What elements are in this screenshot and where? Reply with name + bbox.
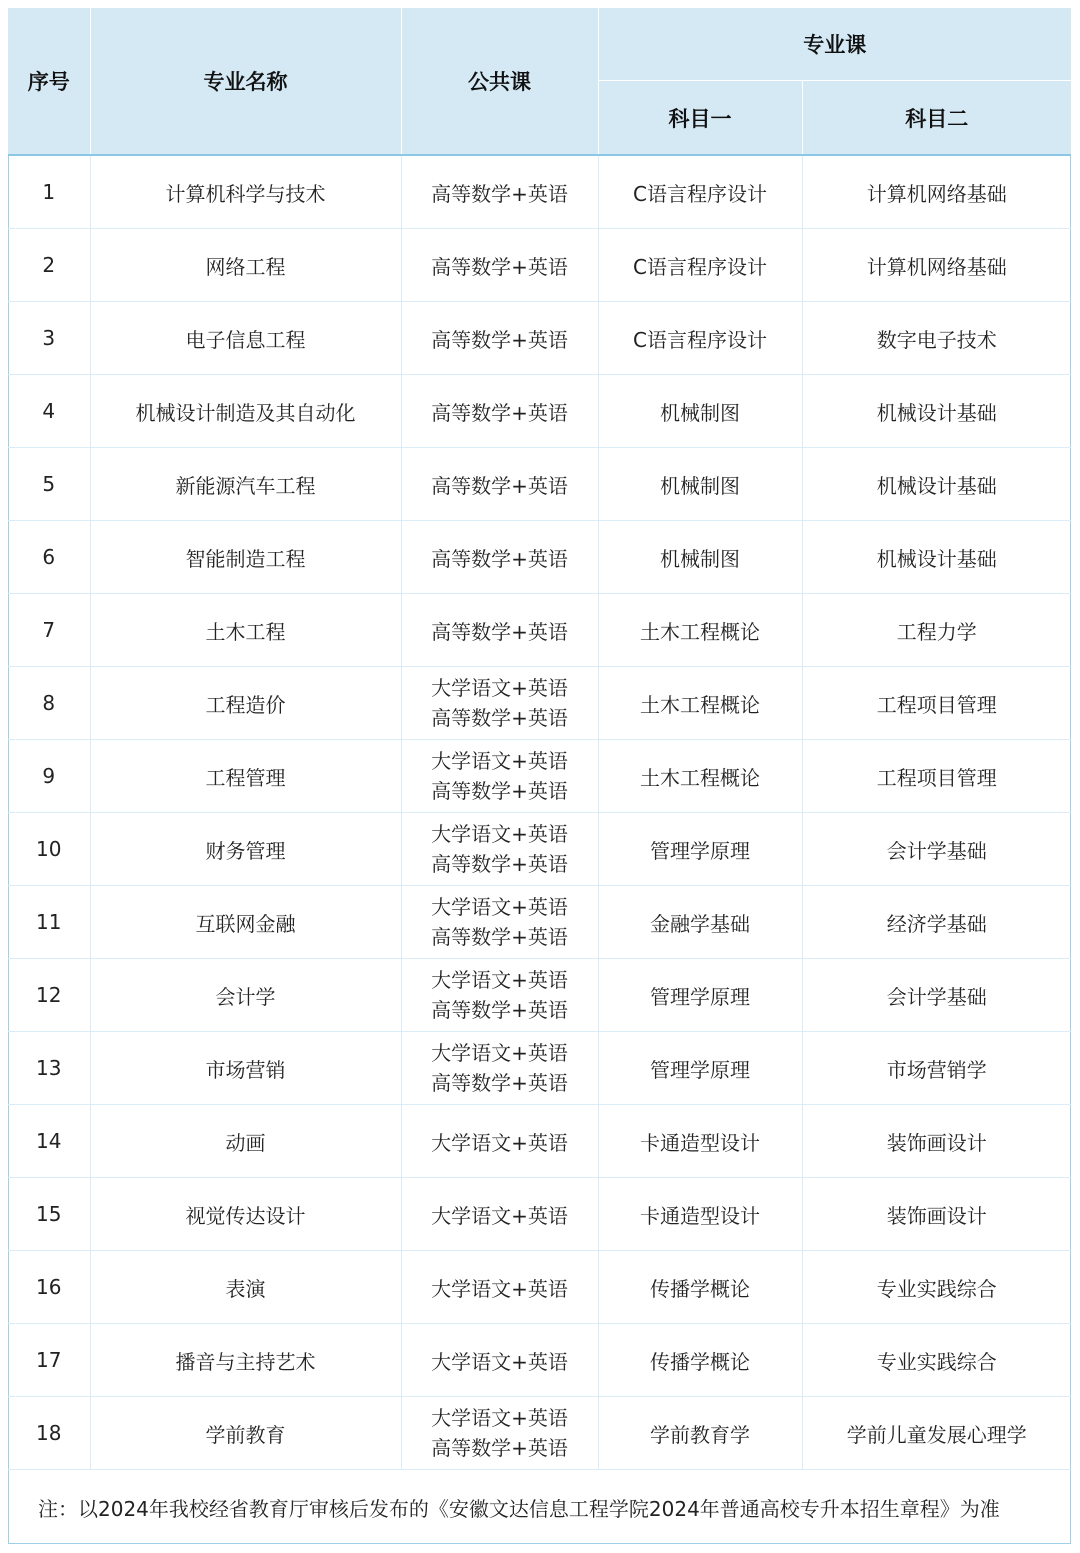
table-row <box>8 594 1071 667</box>
cell-public-course <box>401 155 598 229</box>
cell-seq: 2 <box>8 229 90 302</box>
cell-major: 网络工程 <box>90 229 401 302</box>
cell-public-course <box>401 813 598 886</box>
cell-public-course <box>401 229 598 302</box>
public-course-line: 高等数学+英语 <box>431 1071 568 1095</box>
header-public-course: 公共课 <box>401 8 598 155</box>
cell-subject-2: 专业实践综合 <box>802 1324 1071 1397</box>
public-course-line: 高等数学+英语 <box>431 852 568 876</box>
table-row <box>8 959 1071 1032</box>
table-header <box>8 8 1071 155</box>
cell-public-course <box>401 1032 598 1105</box>
cell-major: 播音与主持艺术 <box>90 1324 401 1397</box>
cell-subject-1: 机械制图 <box>598 375 802 448</box>
admission-subjects-table <box>8 8 1071 1544</box>
cell-subject-1: 卡通造型设计 <box>598 1178 802 1251</box>
cell-subject-1: 土木工程概论 <box>598 667 802 740</box>
header-subject-1: 科目一 <box>598 81 802 156</box>
cell-seq: 14 <box>8 1105 90 1178</box>
cell-public-course <box>401 1178 598 1251</box>
cell-seq: 8 <box>8 667 90 740</box>
cell-subject-2: 经济学基础 <box>802 886 1071 959</box>
cell-seq: 9 <box>8 740 90 813</box>
public-course-line: 高等数学+英语 <box>431 400 568 425</box>
cell-seq: 5 <box>8 448 90 521</box>
cell-subject-2: 专业实践综合 <box>802 1251 1071 1324</box>
cell-subject-1: 管理学原理 <box>598 813 802 886</box>
cell-subject-1: 机械制图 <box>598 521 802 594</box>
cell-subject-1: 土木工程概论 <box>598 740 802 813</box>
public-course-line: 大学语文+英语 <box>431 968 568 992</box>
cell-subject-2: 机械设计基础 <box>802 448 1071 521</box>
cell-subject-1: C语言程序设计 <box>598 302 802 375</box>
cell-seq: 6 <box>8 521 90 594</box>
cell-major: 新能源汽车工程 <box>90 448 401 521</box>
cell-subject-2: 工程项目管理 <box>802 667 1071 740</box>
header-major: 专业名称 <box>90 8 401 155</box>
public-course-line: 大学语文+英语 <box>431 676 568 700</box>
table-note: 注：以2024年我校经省教育厅审核后发布的《安徽文达信息工程学院2024年普通高校专升本招生章程》为准 <box>38 1496 1000 1521</box>
cell-seq: 4 <box>8 375 90 448</box>
cell-subject-2: 数字电子技术 <box>802 302 1071 375</box>
cell-public-course <box>401 448 598 521</box>
cell-major: 互联网金融 <box>90 886 401 959</box>
cell-subject-1: 学前教育学 <box>598 1397 802 1470</box>
cell-major: 市场营销 <box>90 1032 401 1105</box>
header-seq: 序号 <box>8 8 90 155</box>
cell-major: 表演 <box>90 1251 401 1324</box>
cell-public-course <box>401 1324 598 1397</box>
cell-subject-1: 土木工程概论 <box>598 594 802 667</box>
cell-major: 电子信息工程 <box>90 302 401 375</box>
cell-subject-1: 管理学原理 <box>598 1032 802 1105</box>
cell-seq: 12 <box>8 959 90 1032</box>
public-course-line: 大学语文+英语 <box>431 1276 568 1301</box>
cell-subject-2: 会计学基础 <box>802 959 1071 1032</box>
cell-major: 工程管理 <box>90 740 401 813</box>
table-row <box>8 302 1071 375</box>
public-course-line: 大学语文+英语 <box>431 1349 568 1374</box>
cell-major: 会计学 <box>90 959 401 1032</box>
cell-subject-1: 卡通造型设计 <box>598 1105 802 1178</box>
cell-subject-1: C语言程序设计 <box>598 229 802 302</box>
public-course-line: 大学语文+英语 <box>431 749 568 773</box>
public-course-line: 大学语文+英语 <box>431 1041 568 1065</box>
cell-subject-2: 市场营销学 <box>802 1032 1071 1105</box>
cell-subject-1: 机械制图 <box>598 448 802 521</box>
note-row <box>8 1470 1071 1545</box>
table-row <box>8 155 1071 229</box>
cell-subject-1: C语言程序设计 <box>598 155 802 229</box>
table-row <box>8 1105 1071 1178</box>
cell-public-course <box>401 594 598 667</box>
cell-public-course <box>401 959 598 1032</box>
cell-seq: 3 <box>8 302 90 375</box>
cell-major: 视觉传达设计 <box>90 1178 401 1251</box>
cell-seq: 13 <box>8 1032 90 1105</box>
cell-subject-2: 学前儿童发展心理学 <box>802 1397 1071 1470</box>
cell-public-course <box>401 1105 598 1178</box>
public-course-line: 大学语文+英语 <box>431 1203 568 1228</box>
cell-public-course <box>401 886 598 959</box>
cell-subject-2: 装饰画设计 <box>802 1178 1071 1251</box>
cell-subject-2: 机械设计基础 <box>802 521 1071 594</box>
cell-public-course <box>401 302 598 375</box>
table-row <box>8 813 1071 886</box>
cell-subject-2: 工程项目管理 <box>802 740 1071 813</box>
public-course-line: 高等数学+英语 <box>431 473 568 498</box>
table-row <box>8 521 1071 594</box>
public-course-line: 大学语文+英语 <box>431 1406 568 1430</box>
cell-public-course <box>401 1397 598 1470</box>
cell-major: 财务管理 <box>90 813 401 886</box>
table-row <box>8 229 1071 302</box>
cell-subject-2: 计算机网络基础 <box>802 229 1071 302</box>
table-row <box>8 667 1071 740</box>
public-course-line: 高等数学+英语 <box>431 546 568 571</box>
public-course-line: 高等数学+英语 <box>431 779 568 803</box>
public-course-line: 大学语文+英语 <box>431 822 568 846</box>
cell-public-course <box>401 375 598 448</box>
table-row <box>8 886 1071 959</box>
cell-subject-2: 机械设计基础 <box>802 375 1071 448</box>
cell-public-course <box>401 1251 598 1324</box>
cell-seq: 15 <box>8 1178 90 1251</box>
table-row <box>8 740 1071 813</box>
cell-public-course <box>401 740 598 813</box>
table-row <box>8 1032 1071 1105</box>
table-row <box>8 1178 1071 1251</box>
public-course-line: 高等数学+英语 <box>431 327 568 352</box>
cell-seq: 11 <box>8 886 90 959</box>
cell-seq: 10 <box>8 813 90 886</box>
table-row <box>8 1397 1071 1470</box>
cell-major: 机械设计制造及其自动化 <box>90 375 401 448</box>
cell-major: 工程造价 <box>90 667 401 740</box>
cell-subject-2: 装饰画设计 <box>802 1105 1071 1178</box>
header-subject-2: 科目二 <box>802 81 1071 156</box>
cell-seq: 17 <box>8 1324 90 1397</box>
cell-public-course <box>401 667 598 740</box>
table-row <box>8 1324 1071 1397</box>
table-row <box>8 448 1071 521</box>
cell-major: 动画 <box>90 1105 401 1178</box>
cell-major: 智能制造工程 <box>90 521 401 594</box>
cell-subject-1: 传播学概论 <box>598 1251 802 1324</box>
cell-seq: 7 <box>8 594 90 667</box>
cell-subject-2: 计算机网络基础 <box>802 155 1071 229</box>
header-professional-course: 专业课 <box>598 8 1071 81</box>
public-course-line: 大学语文+英语 <box>431 1130 568 1155</box>
table-row <box>8 1251 1071 1324</box>
cell-major: 土木工程 <box>90 594 401 667</box>
table-row <box>8 375 1071 448</box>
cell-public-course <box>401 521 598 594</box>
cell-seq: 1 <box>8 155 90 229</box>
public-course-line: 高等数学+英语 <box>431 619 568 644</box>
public-course-line: 大学语文+英语 <box>431 895 568 919</box>
cell-subject-2: 工程力学 <box>802 594 1071 667</box>
cell-major: 学前教育 <box>90 1397 401 1470</box>
cell-subject-1: 传播学概论 <box>598 1324 802 1397</box>
table-body <box>8 155 1071 1544</box>
public-course-line: 高等数学+英语 <box>431 254 568 279</box>
cell-subject-1: 管理学原理 <box>598 959 802 1032</box>
public-course-line: 高等数学+英语 <box>431 181 568 206</box>
cell-subject-2: 会计学基础 <box>802 813 1071 886</box>
public-course-line: 高等数学+英语 <box>431 925 568 949</box>
public-course-line: 高等数学+英语 <box>431 706 568 730</box>
cell-major: 计算机科学与技术 <box>90 155 401 229</box>
public-course-line: 高等数学+英语 <box>431 998 568 1022</box>
public-course-line: 高等数学+英语 <box>431 1436 568 1460</box>
cell-subject-1: 金融学基础 <box>598 886 802 959</box>
cell-seq: 18 <box>8 1397 90 1470</box>
cell-seq: 16 <box>8 1251 90 1324</box>
